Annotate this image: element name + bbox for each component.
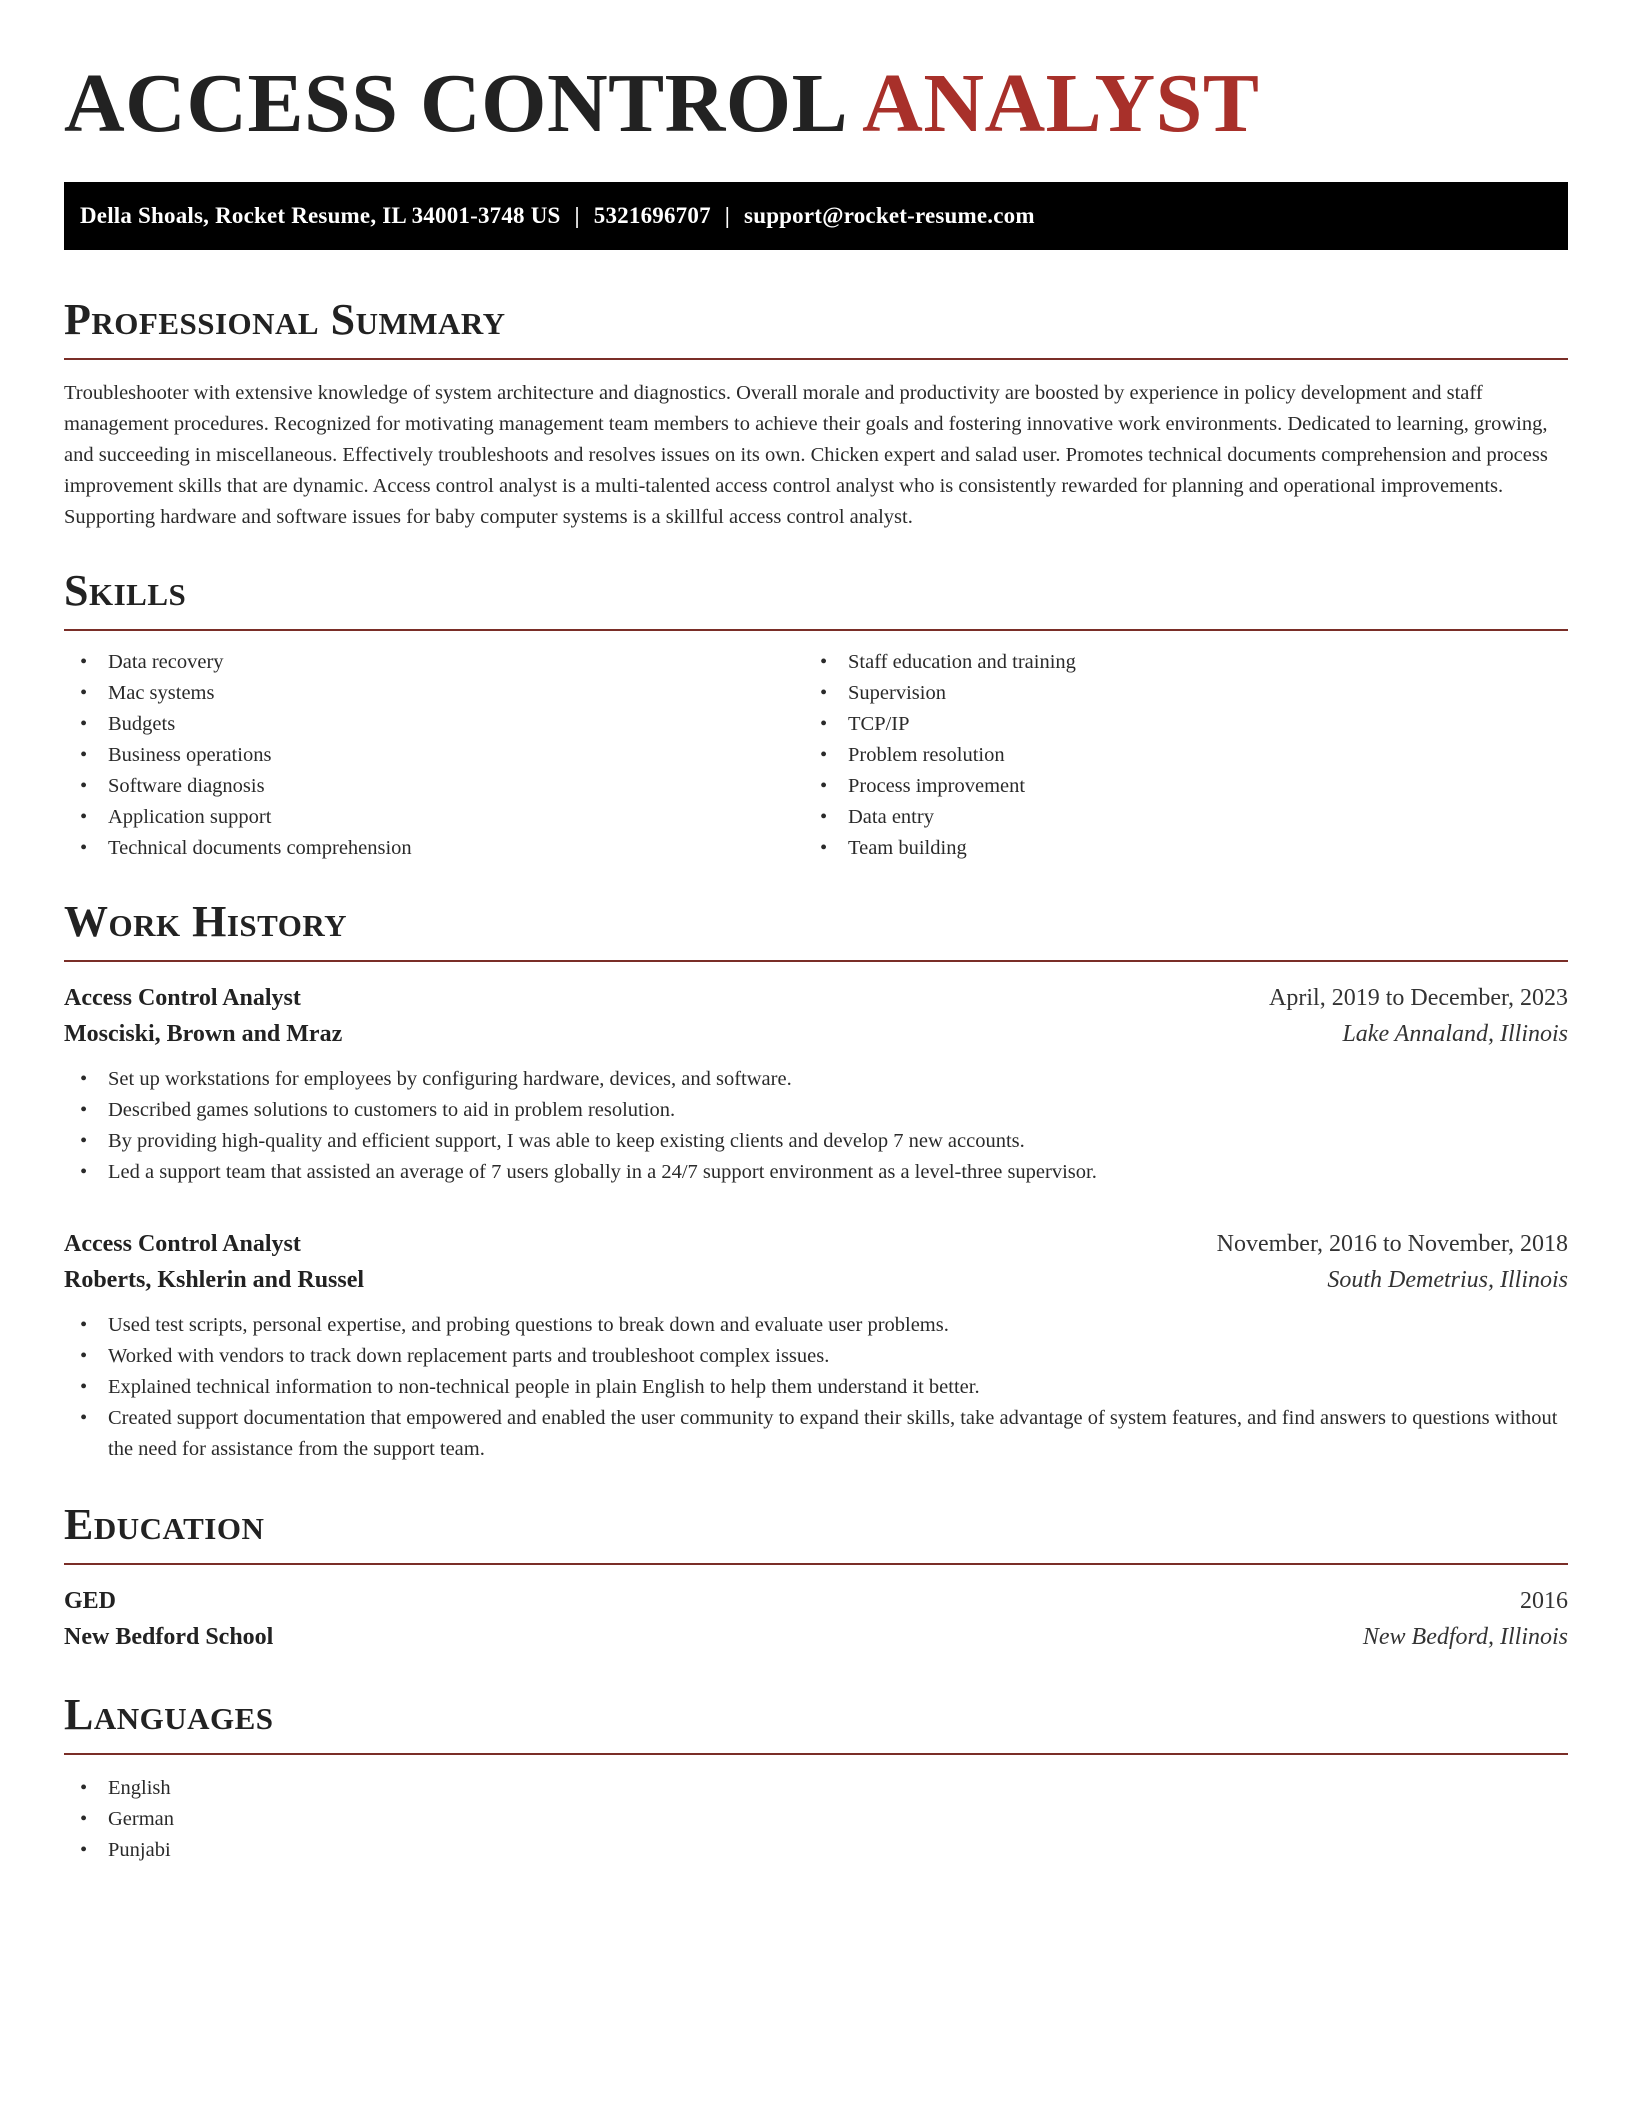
skill-item: • Problem resolution <box>804 740 1544 771</box>
job-entry <box>64 980 1568 1188</box>
skill-item: • Data entry <box>804 802 1544 833</box>
skill-item: • Technical documents comprehension <box>64 833 804 864</box>
skill-item: • Application support <box>64 802 804 833</box>
contact-email: support@rocket-resume.com <box>744 203 1035 228</box>
education-entry <box>64 1583 1568 1655</box>
job-entry <box>64 1226 1568 1465</box>
education-location: New Bedford, Illinois <box>1362 1624 1568 1650</box>
resume-title <box>64 57 1568 150</box>
job-duty: • Set up workstations for employees by configuring hardware, devices, and software. <box>64 1064 1568 1095</box>
skills-list-right <box>804 647 1544 864</box>
job-location: Lake Annaland, Illinois <box>1342 1021 1568 1047</box>
skill-item: • Staff education and training <box>804 647 1544 678</box>
summary-heading: Professional Summary <box>64 298 1568 360</box>
job-duty: • Led a support team that assisted an average of 7 users globally in a 24/7 support environment as a level-three supervisor. <box>64 1157 1568 1188</box>
job-header-row <box>64 1226 1568 1262</box>
job-company: Roberts, Kshlerin and Russel <box>64 1267 365 1293</box>
job-dates: April, 2019 to December, 2023 <box>1269 985 1568 1011</box>
skill-item: • Business operations <box>64 740 804 771</box>
skills-list-left <box>64 647 804 864</box>
language-item: • German <box>64 1804 1568 1835</box>
title-role-accent: ANALYST <box>862 57 1260 150</box>
job-dates: November, 2016 to November, 2018 <box>1216 1231 1568 1257</box>
education-heading: Education <box>64 1503 1568 1565</box>
job-company: Mosciski, Brown and Mraz <box>64 1021 343 1047</box>
job-duty: • Used test scripts, personal expertise, and probing questions to break down and evaluate user problems. <box>64 1310 1568 1341</box>
contact-address: Della Shoals, Rocket Resume, IL 34001-3748 US <box>80 203 561 228</box>
education-school-row <box>64 1619 1568 1655</box>
language-item: • English <box>64 1773 1568 1804</box>
work-history-heading: Work History <box>64 900 1568 962</box>
languages-list <box>64 1773 1568 1866</box>
summary-text: Troubleshooter with extensive knowledge of system architecture and diagnostics. Overall morale and productivity are boosted by experience in policy development and staff management procedures. Recognized for motivating management team members to achieve their goals and fostering innovative work environments. Dedicated to learning, growing, and succeeding in miscellaneous. Effectively troubleshoots and resolves issues on its own. Chicken expert and salad user. Promotes technical documents comprehension and process improvement skills that are dynamic. Access control analyst is a multi-talented access control analyst who is consistently rewarded for planning and operational improvements. Supporting hardware and software issues for baby computer systems is a skillful access control analyst. <box>64 382 1548 528</box>
title-role: ACCESS CONTROL <box>64 57 849 150</box>
skill-item: • Software diagnosis <box>64 771 804 802</box>
languages-heading: Languages <box>64 1693 1568 1755</box>
skill-item: • Process improvement <box>804 771 1544 802</box>
job-company-row <box>64 1016 1568 1052</box>
education-year: 2016 <box>1520 1588 1568 1614</box>
job-duties <box>64 1064 1568 1188</box>
skills-heading: Skills <box>64 569 1568 631</box>
skill-item: • Mac systems <box>64 678 804 709</box>
skill-item: • Data recovery <box>64 647 804 678</box>
job-location: South Demetrius, Illinois <box>1327 1267 1568 1293</box>
skills-columns <box>64 647 1568 864</box>
skill-item: • Team building <box>804 833 1544 864</box>
education-school: New Bedford School <box>64 1624 274 1650</box>
job-duties <box>64 1310 1568 1465</box>
job-header-row <box>64 980 1568 1016</box>
contact-separator: | <box>574 203 580 228</box>
contact-bar <box>64 182 1568 250</box>
education-degree-row <box>64 1583 1568 1619</box>
contact-separator: | <box>724 203 731 228</box>
language-item: • Punjabi <box>64 1835 1568 1866</box>
skill-item: • Budgets <box>64 709 804 740</box>
job-duty: • Worked with vendors to track down replacement parts and troubleshoot complex issues. <box>64 1341 1568 1372</box>
job-duty: • Explained technical information to non-technical people in plain English to help them understand it better. <box>64 1372 1568 1403</box>
skill-item: • Supervision <box>804 678 1544 709</box>
job-duty: • By providing high-quality and efficient support, I was able to keep existing clients and develop 7 new accounts. <box>64 1126 1568 1157</box>
job-duty: • Created support documentation that empowered and enabled the user community to expand their skills, take advantage of system features, and find answers to questions without the need for assistance from the support team. <box>64 1403 1568 1465</box>
job-duty: • Described games solutions to customers to aid in problem resolution. <box>64 1095 1568 1126</box>
skill-item: • TCP/IP <box>804 709 1544 740</box>
contact-phone: 5321696707 <box>593 203 711 228</box>
education-degree: GED <box>64 1588 117 1614</box>
job-title: Access Control Analyst <box>64 985 301 1011</box>
job-title: Access Control Analyst <box>64 1231 301 1257</box>
job-company-row <box>64 1262 1568 1298</box>
